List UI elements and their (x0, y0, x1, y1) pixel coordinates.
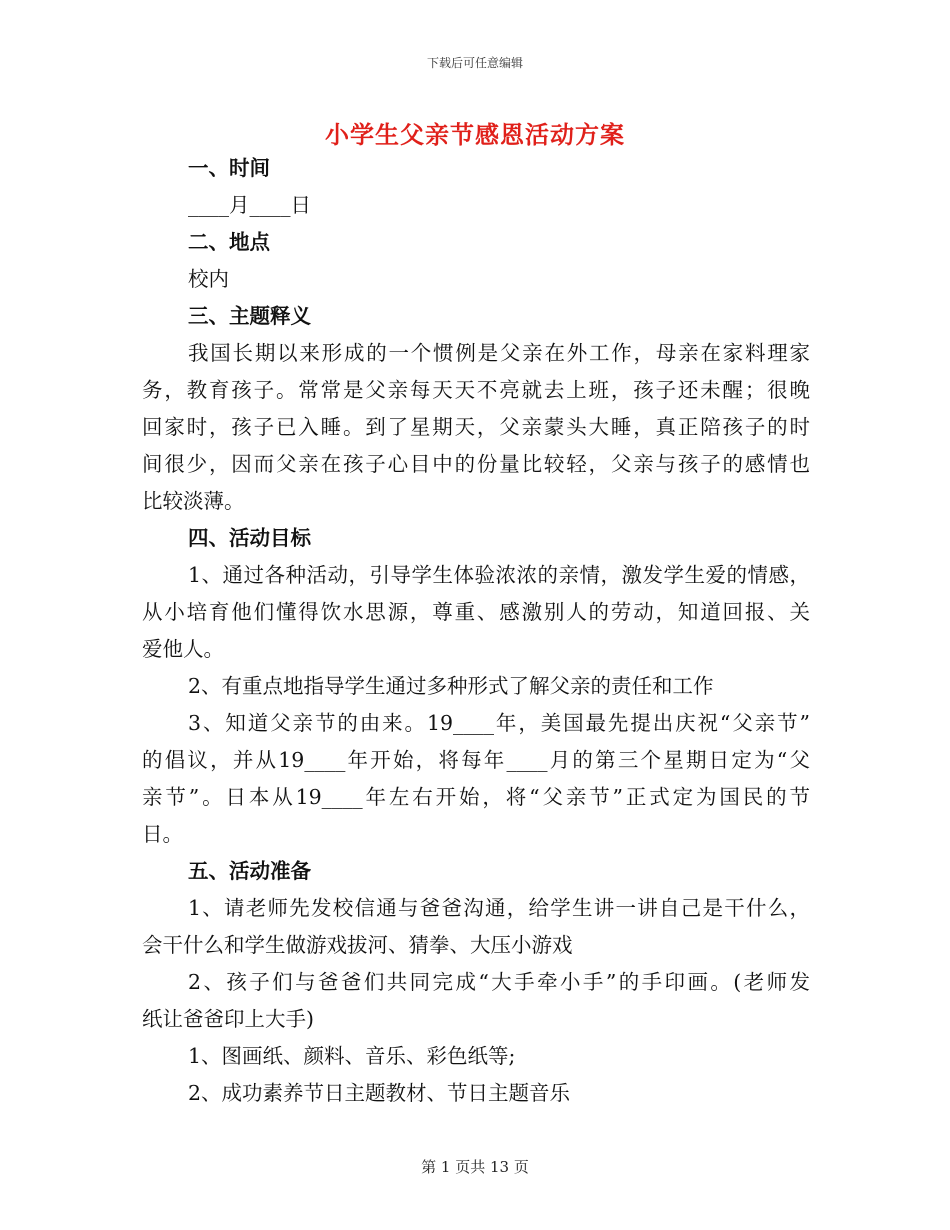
section-heading-preparation: 五、活动准备 (188, 859, 311, 883)
document-title: 小学生父亲节感恩活动方案 (325, 120, 625, 149)
paragraph-line: 的倡议，并从19____年开始，将每年____月的第三个星期日定为“父 (142, 748, 810, 772)
section-heading-goals: 四、活动目标 (188, 526, 311, 550)
page-number: 第 1 页共 13 页 (421, 1158, 529, 1176)
paragraph-line: 2、有重点地指导学生通过多种形式了解父亲的责任和工作 (188, 674, 714, 698)
paragraph-line: 1、通过各种活动，引导学生体验浓浓的亲情，激发学生爱的情感， (188, 563, 810, 587)
paragraph-line: 2、孩子们与爸爸们共同完成“大手牵小手”的手印画。(老师发 (188, 970, 810, 994)
paragraph-line: 从小培育他们懂得饮水思源，尊重、感激别人的劳动，知道回报、关 (142, 600, 810, 624)
paragraph-line: 2、成功素养节日主题教材、节日主题音乐 (188, 1081, 571, 1105)
paragraph-line: 3、知道父亲节的由来。19____年，美国最先提出庆祝“父亲节” (188, 711, 810, 735)
paragraph-line: 会干什么和学生做游戏拔河、猜拳、大压小游戏 (142, 933, 573, 957)
section-heading-theme: 三、主题释义 (188, 304, 311, 328)
document-body (142, 150, 810, 1112)
paragraph-line: 日。 (142, 822, 183, 846)
paragraph-line: 回家时，孩子已入睡。到了星期天，父亲蒙头大睡，真正陪孩子的时 (142, 415, 810, 439)
section-heading-location: 二、地点 (188, 230, 270, 254)
paragraph-line: 1、图画纸、颜料、音乐、彩色纸等; (188, 1044, 516, 1068)
section-heading-time: 一、时间 (188, 156, 270, 180)
paragraph-line: 我国长期以来形成的一个惯例是父亲在外工作，母亲在家料理家 (188, 341, 810, 365)
paragraph-line: 间很少，因而父亲在孩子心目中的份量比较轻，父亲与孩子的感情也 (142, 452, 810, 476)
paragraph-line: 纸让爸爸印上大手) (142, 1007, 314, 1031)
paragraph-line: 1、请老师先发校信通与爸爸沟通，给学生讲一讲自己是干什么， (188, 896, 810, 920)
paragraph-line: 比较淡薄。 (142, 489, 245, 513)
paragraph-line: 务，教育孩子。常常是父亲每天天不亮就去上班，孩子还未醒；很晚 (142, 378, 810, 402)
paragraph-line: 爱他人。 (142, 637, 224, 661)
page-header-note: 下载后可任意编辑 (426, 56, 523, 70)
location-content: 校内 (188, 267, 229, 291)
time-content: ____月____日 (188, 193, 311, 217)
paragraph-line: 亲节”。日本从19____年左右开始，将“父亲节”正式定为国民的节 (142, 785, 810, 809)
